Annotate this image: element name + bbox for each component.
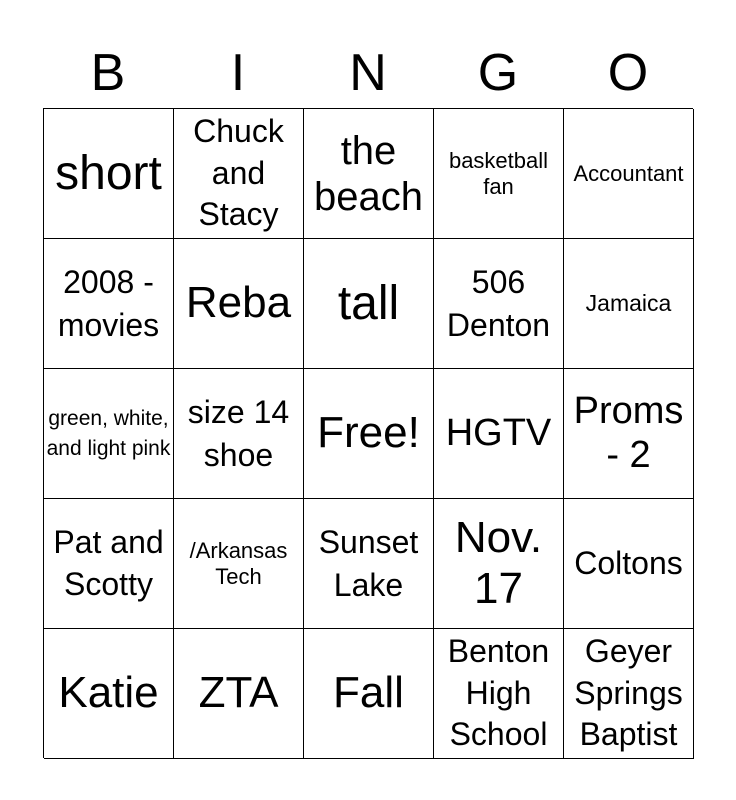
bingo-cell[interactable]: Sunset Lake xyxy=(304,499,434,629)
bingo-cell[interactable]: Accountant xyxy=(564,109,694,239)
header-letter-b: B xyxy=(90,44,126,102)
bingo-cell[interactable]: Chuck and Stacy xyxy=(174,109,304,239)
bingo-cell[interactable]: Pat and Scotty xyxy=(44,499,174,629)
bingo-cell[interactable]: short xyxy=(44,109,174,239)
bingo-cell[interactable]: Reba xyxy=(174,239,304,369)
bingo-grid xyxy=(43,108,693,758)
bingo-cell[interactable]: Nov. 17 xyxy=(434,499,564,629)
bingo-cell[interactable]: /Arkansas Tech xyxy=(174,499,304,629)
bingo-cell[interactable]: green, white, and light pink xyxy=(44,369,174,499)
bingo-cell[interactable]: Fall xyxy=(304,629,434,759)
header-letter-g: G xyxy=(477,44,519,102)
bingo-cell[interactable]: Coltons xyxy=(564,499,694,629)
bingo-cell[interactable]: ZTA xyxy=(174,629,304,759)
bingo-cell[interactable]: Free! xyxy=(304,369,434,499)
bingo-cell[interactable]: tall xyxy=(304,239,434,369)
bingo-header xyxy=(43,38,693,108)
header-letter-o: O xyxy=(607,44,649,102)
bingo-cell[interactable]: Proms - 2 xyxy=(564,369,694,499)
header-letter-i: I xyxy=(230,44,246,102)
bingo-cell[interactable]: 506 Denton xyxy=(434,239,564,369)
bingo-cell[interactable]: Geyer Springs Baptist xyxy=(564,629,694,759)
bingo-cell[interactable]: the beach xyxy=(304,109,434,239)
bingo-cell[interactable]: Jamaica xyxy=(564,239,694,369)
bingo-cell[interactable]: Benton High School xyxy=(434,629,564,759)
bingo-cell[interactable]: size 14 shoe xyxy=(174,369,304,499)
bingo-cell[interactable]: 2008 - movies xyxy=(44,239,174,369)
bingo-cell[interactable]: HGTV xyxy=(434,369,564,499)
bingo-cell[interactable]: basketball fan xyxy=(434,109,564,239)
bingo-cell[interactable]: Katie xyxy=(44,629,174,759)
header-letter-n: N xyxy=(349,44,387,102)
